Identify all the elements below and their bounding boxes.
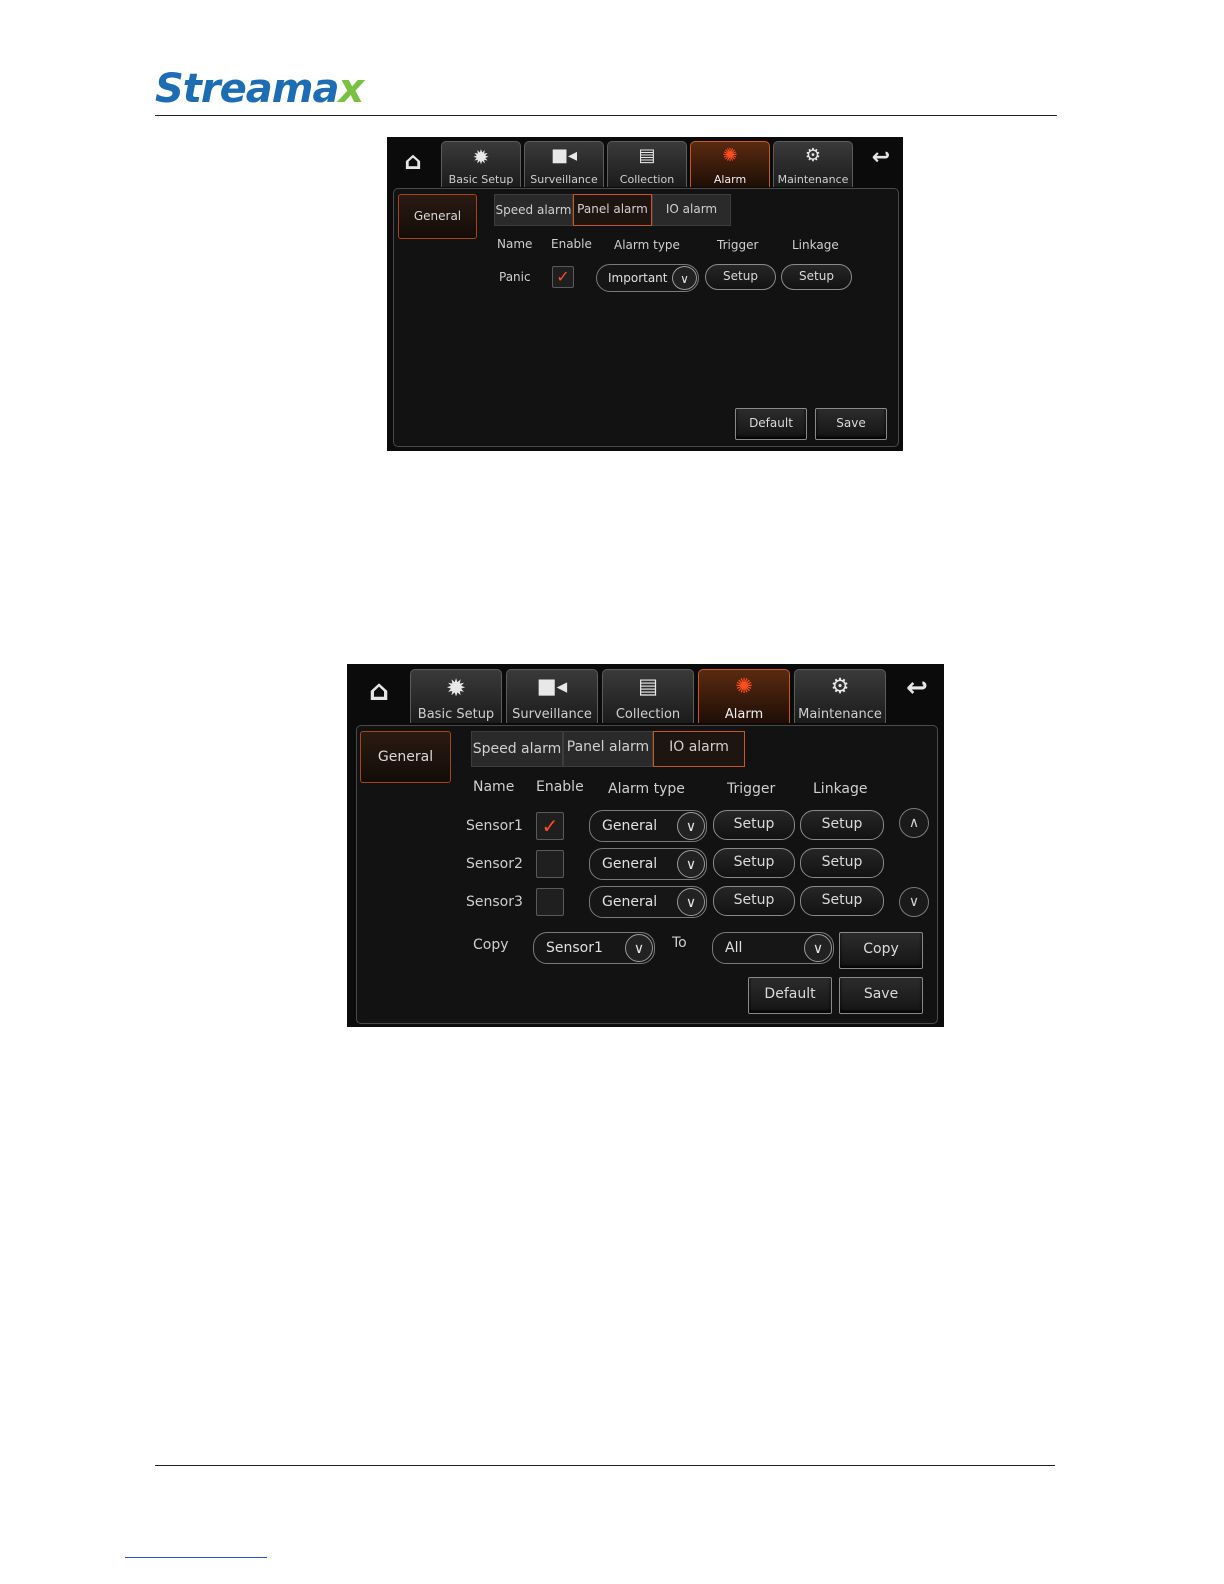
enable-checkbox-sensor2[interactable] — [536, 850, 564, 878]
maintenance-gears-icon: ⚙ — [830, 674, 850, 698]
col-header-linkage: Linkage — [792, 238, 839, 252]
tab-alarm[interactable] — [698, 669, 790, 723]
copy-from-select[interactable] — [533, 932, 655, 964]
col-header-linkage: Linkage — [813, 781, 868, 797]
panel-alarm-screenshot — [387, 137, 903, 451]
tab-io-alarm[interactable]: IO alarm — [652, 194, 731, 226]
col-header-enable: Enable — [551, 237, 592, 251]
alarm-light-icon: ✺ — [735, 674, 753, 698]
alarm-light-icon: ✺ — [722, 145, 738, 166]
scroll-down-icon[interactable]: ∨ — [899, 887, 929, 917]
tab-label: Collection — [615, 707, 681, 722]
copy-from-value: Sensor1 — [546, 940, 603, 956]
tab-panel-alarm[interactable]: Panel alarm — [573, 194, 652, 226]
alarm-type-select-sensor3[interactable] — [589, 886, 707, 918]
default-button[interactable]: Default — [735, 408, 807, 440]
chevron-down-icon: ∨ — [677, 888, 705, 916]
alarm-type-select-sensor1[interactable] — [589, 810, 707, 842]
tab-label: Basic Setup — [448, 173, 514, 186]
main-nav — [410, 669, 886, 723]
row-name-sensor1: Sensor1 — [466, 818, 523, 834]
save-button[interactable]: Save — [839, 977, 923, 1014]
trigger-setup-button-sensor1[interactable]: Setup — [713, 810, 795, 840]
copy-button[interactable]: Copy — [839, 932, 923, 969]
copy-to-label: To — [672, 935, 687, 951]
camera-icon: ■◂ — [550, 145, 578, 166]
gear-icon: ✹ — [445, 674, 467, 702]
alarm-type-value: General — [602, 818, 658, 834]
side-tab-general[interactable]: General — [360, 731, 451, 783]
trigger-setup-button-sensor3[interactable]: Setup — [713, 886, 795, 916]
tab-label: Surveillance — [530, 173, 598, 186]
chevron-down-icon: ∨ — [625, 934, 653, 962]
maintenance-gears-icon: ⚙ — [804, 145, 822, 166]
footer-divider — [155, 1465, 1055, 1466]
row-name-sensor2: Sensor2 — [466, 856, 523, 872]
linkage-setup-button-panic[interactable]: Setup — [781, 264, 852, 290]
gear-icon: ✹ — [472, 145, 490, 169]
io-alarm-screenshot — [347, 664, 944, 1027]
scroll-up-icon[interactable]: ∧ — [899, 808, 929, 838]
tab-maintenance[interactable] — [794, 669, 886, 723]
tab-speed-alarm[interactable]: Speed alarm — [471, 731, 563, 767]
tab-label: Surveillance — [512, 707, 592, 722]
save-button[interactable]: Save — [815, 408, 887, 440]
alarm-type-value: Important — [608, 271, 668, 285]
home-icon[interactable]: ⌂ — [404, 147, 422, 175]
trigger-setup-button-sensor2[interactable]: Setup — [713, 848, 795, 878]
alarm-type-select-sensor2[interactable] — [589, 848, 707, 880]
camera-icon: ■◂ — [536, 674, 568, 698]
tab-label: Maintenance — [777, 173, 849, 186]
copy-label: Copy — [473, 937, 509, 953]
collection-icon: ▤ — [638, 674, 658, 698]
col-header-trigger: Trigger — [727, 781, 776, 797]
row-name-sensor3: Sensor3 — [466, 894, 523, 910]
row-name-panic: Panic — [499, 270, 531, 284]
tab-label: Collection — [619, 173, 675, 186]
back-icon[interactable]: ↩ — [871, 145, 891, 170]
logo-text-x: x — [338, 66, 364, 112]
col-header-name: Name — [497, 237, 533, 251]
col-header-alarm-type: Alarm type — [608, 781, 685, 797]
copy-to-value: All — [725, 940, 743, 956]
trigger-setup-button-panic[interactable]: Setup — [705, 264, 776, 290]
logo-text-main: Stream — [155, 66, 313, 112]
side-tab-general[interactable]: General — [398, 194, 477, 239]
tab-io-alarm[interactable]: IO alarm — [653, 731, 745, 767]
chevron-down-icon: ∨ — [804, 934, 832, 962]
sub-tabs — [471, 731, 745, 767]
linkage-setup-button-sensor2[interactable]: Setup — [800, 848, 884, 878]
chevron-down-icon: ∨ — [672, 266, 697, 290]
streamax-logo — [155, 66, 363, 112]
tab-speed-alarm[interactable]: Speed alarm — [494, 194, 573, 226]
alarm-type-value: General — [602, 894, 658, 910]
tab-basic-setup[interactable] — [441, 141, 521, 187]
col-header-name: Name — [473, 779, 515, 795]
enable-checkbox-panic[interactable]: ✓ — [552, 266, 574, 288]
home-icon[interactable]: ⌂ — [368, 674, 390, 707]
tab-alarm[interactable] — [690, 141, 770, 187]
main-nav — [441, 141, 853, 187]
default-button[interactable]: Default — [748, 977, 832, 1014]
col-header-enable: Enable — [536, 779, 584, 795]
tab-basic-setup[interactable] — [410, 669, 502, 723]
linkage-setup-button-sensor3[interactable]: Setup — [800, 886, 884, 916]
alarm-type-value: General — [602, 856, 658, 872]
chevron-down-icon: ∨ — [677, 850, 705, 878]
header-divider — [155, 115, 1057, 116]
enable-checkbox-sensor3[interactable] — [536, 888, 564, 916]
tab-surveillance[interactable] — [506, 669, 598, 723]
enable-checkbox-sensor1[interactable]: ✓ — [536, 812, 564, 840]
tab-panel-alarm[interactable]: Panel alarm — [563, 731, 653, 767]
tab-label: Alarm — [713, 173, 747, 186]
tab-collection[interactable] — [607, 141, 687, 187]
tab-surveillance[interactable] — [524, 141, 604, 187]
collection-icon: ▤ — [638, 145, 656, 166]
col-header-trigger: Trigger — [717, 238, 759, 252]
tab-maintenance[interactable] — [773, 141, 853, 187]
tab-collection[interactable] — [602, 669, 694, 723]
sub-tabs — [494, 194, 731, 226]
tab-label: Basic Setup — [417, 707, 495, 722]
tab-label: Maintenance — [798, 707, 882, 722]
tab-label: Alarm — [724, 707, 764, 722]
col-header-alarm-type: Alarm type — [614, 238, 680, 252]
chevron-down-icon: ∨ — [677, 812, 705, 840]
copy-to-select[interactable] — [712, 932, 834, 964]
alarm-type-select-panic[interactable] — [596, 264, 699, 292]
footer-link-underline — [125, 1557, 267, 1558]
linkage-setup-button-sensor1[interactable]: Setup — [800, 810, 884, 840]
logo-text-a: a — [312, 66, 339, 112]
back-icon[interactable]: ↩ — [906, 673, 928, 703]
